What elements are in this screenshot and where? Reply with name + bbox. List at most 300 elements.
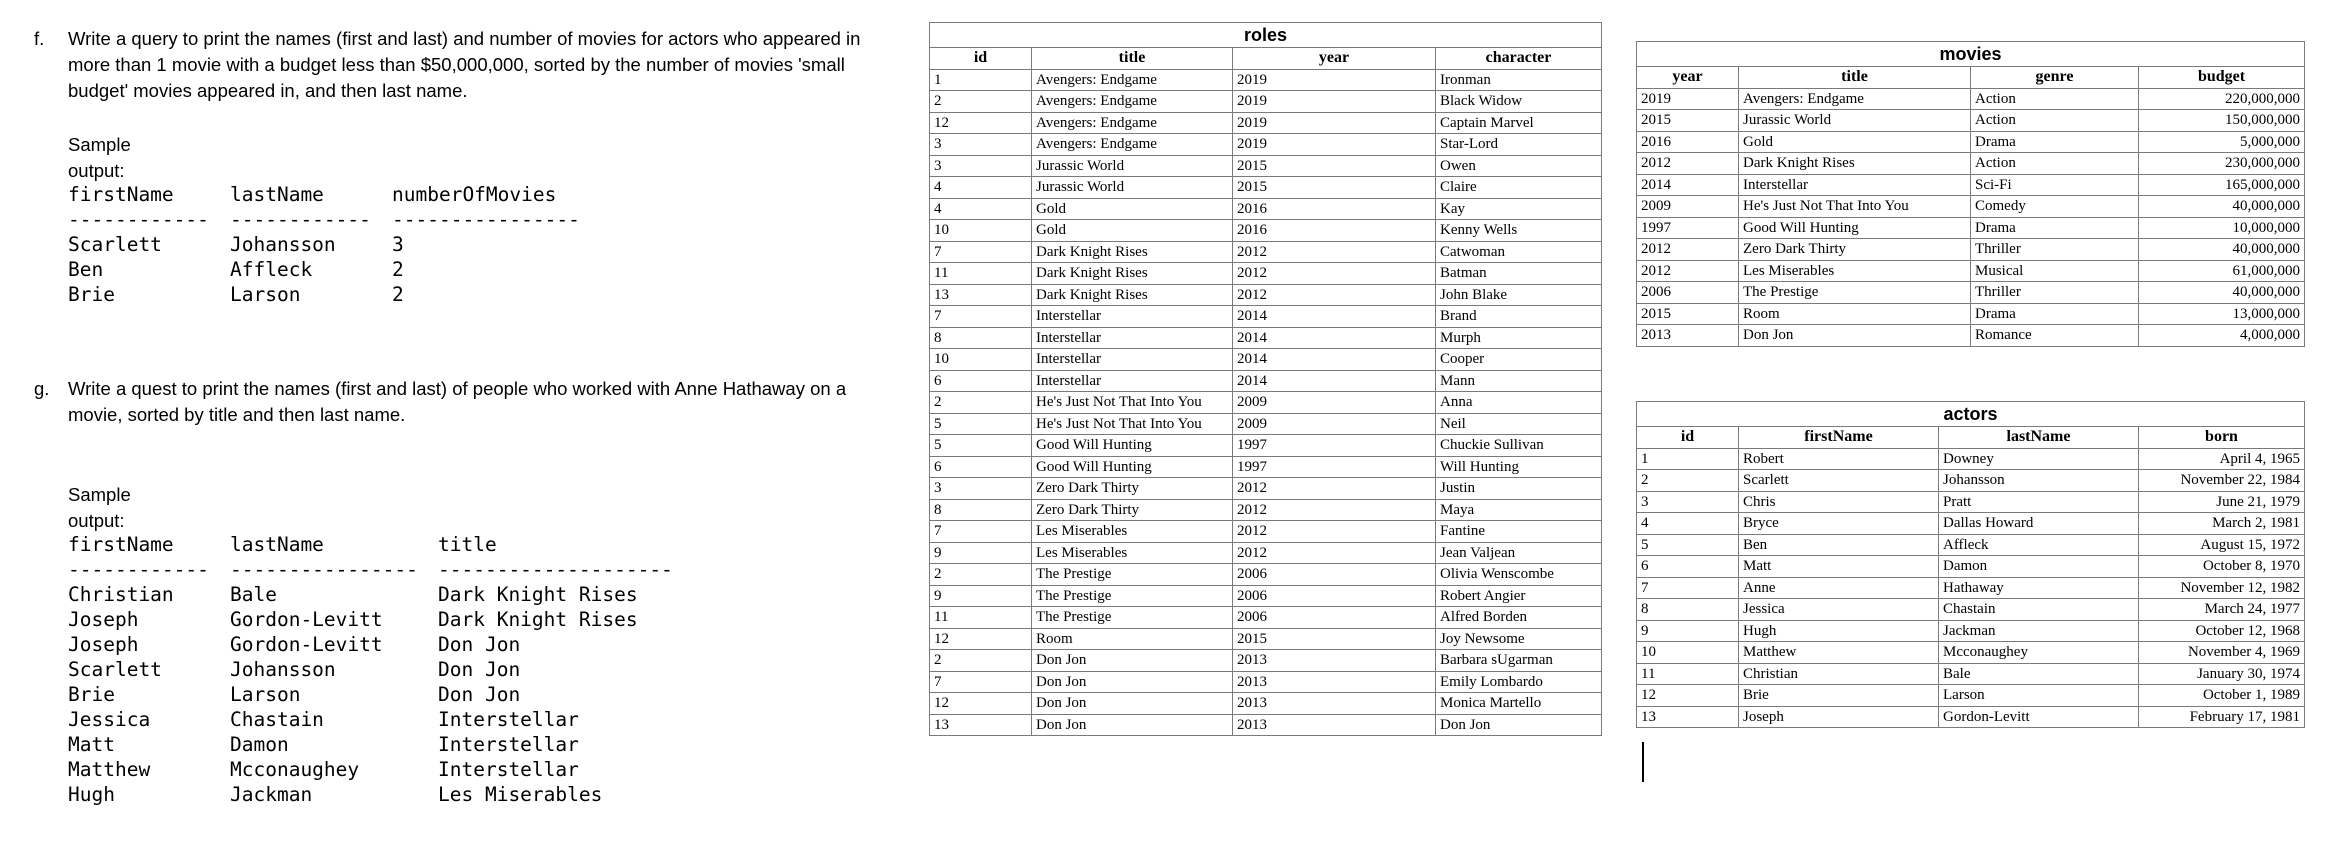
table-cell: Avengers: Endgame	[1739, 88, 1971, 110]
table-row	[1637, 534, 2305, 556]
table-cell: Mcconaughey	[1939, 642, 2139, 664]
table-cell: 2015	[1637, 303, 1739, 325]
table-cell: Avengers: Endgame	[1032, 91, 1233, 113]
table-cell: Anne	[1739, 577, 1939, 599]
table-cell: 2015	[1233, 628, 1436, 650]
sample-cell: Chastain	[230, 708, 324, 731]
table-cell: 2019	[1233, 112, 1436, 134]
table-row	[930, 327, 1602, 349]
table-row	[930, 413, 1602, 435]
sample-cell: Dark Knight Rises	[438, 608, 638, 631]
table-cell: Pratt	[1939, 491, 2139, 513]
table-cell: 1997	[1233, 435, 1436, 457]
sample-cell: Jessica	[68, 708, 151, 731]
table-cell: Scarlett	[1739, 470, 1939, 492]
sample-cell: Interstellar	[438, 758, 579, 781]
text-cursor	[1642, 742, 1644, 782]
table-cell: Mann	[1436, 370, 1602, 392]
table-row	[930, 177, 1602, 199]
table-cell: Ironman	[1436, 69, 1602, 91]
table-row	[1637, 577, 2305, 599]
table-cell: June 21, 1979	[2139, 491, 2305, 513]
sample-output-label: Sample output:	[68, 484, 131, 531]
table-cell: 2	[930, 91, 1032, 113]
table-row	[1637, 470, 2305, 492]
table-cell: 7	[1637, 577, 1739, 599]
sample-cell: Bale	[230, 583, 277, 606]
table-cell: Jurassic World	[1032, 177, 1233, 199]
sample-cell: title	[438, 533, 497, 556]
table-cell: Action	[1971, 110, 2139, 132]
table-cell: 1997	[1233, 456, 1436, 478]
table-row	[930, 370, 1602, 392]
table-row	[930, 671, 1602, 693]
actors-table	[1636, 401, 2305, 728]
table-cell: Anna	[1436, 392, 1602, 414]
table-cell: Don Jon	[1032, 671, 1233, 693]
table-cell: Room	[1032, 628, 1233, 650]
sample-cell: Hugh	[68, 783, 115, 806]
table-cell: Drama	[1971, 131, 2139, 153]
sample-cell: ------------	[230, 208, 371, 231]
table-cell: 4	[930, 177, 1032, 199]
sample-row	[68, 257, 592, 282]
table-cell: Chastain	[1939, 599, 2139, 621]
table-cell: Gordon-Levitt	[1939, 706, 2139, 728]
sample-cell: ------------	[68, 558, 209, 581]
table-cell: 2	[930, 392, 1032, 414]
table-cell: 2013	[1233, 650, 1436, 672]
table-cell: 6	[930, 456, 1032, 478]
table-cell: Jean Valjean	[1436, 542, 1602, 564]
table-cell: 2006	[1233, 607, 1436, 629]
table-cell: 8	[930, 327, 1032, 349]
table-cell: 12	[1637, 685, 1739, 707]
table-cell: 2009	[1233, 392, 1436, 414]
table-cell: 2012	[1637, 153, 1739, 175]
table-cell: Downey	[1939, 448, 2139, 470]
table-cell: Drama	[1971, 217, 2139, 239]
table-cell: He's Just Not That Into You	[1032, 413, 1233, 435]
table-cell: 13	[1637, 706, 1739, 728]
sample-row	[68, 657, 698, 682]
table-cell: 2006	[1233, 585, 1436, 607]
table-cell: October 1, 1989	[2139, 685, 2305, 707]
sample-cell: Mcconaughey	[230, 758, 360, 781]
table-row	[930, 306, 1602, 328]
table-cell: 2019	[1233, 134, 1436, 156]
table-cell: Olivia Wenscombe	[1436, 564, 1602, 586]
sample-cell: numberOfMovies	[392, 183, 557, 206]
sample-header-row	[68, 182, 592, 207]
table-row	[930, 263, 1602, 285]
table-row	[1637, 303, 2305, 325]
table-row	[930, 220, 1602, 242]
table-cell: Joseph	[1739, 706, 1939, 728]
table-cell: 150,000,000	[2139, 110, 2305, 132]
table-cell: 40,000,000	[2139, 282, 2305, 304]
sample-cell: Don Jon	[438, 658, 521, 681]
table-row	[930, 112, 1602, 134]
sample-cell: Matthew	[68, 758, 151, 781]
table-cell: Interstellar	[1032, 349, 1233, 371]
table-row	[1637, 620, 2305, 642]
sample-output-label: Sample output:	[68, 134, 131, 181]
sample-cell: firstName	[68, 183, 174, 206]
table-cell: 2012	[1233, 542, 1436, 564]
table-cell: 40,000,000	[2139, 196, 2305, 218]
sample-cell: --------------------	[438, 558, 673, 581]
table-cell: The Prestige	[1739, 282, 1971, 304]
column-header: born	[2139, 427, 2305, 449]
table-cell: Neil	[1436, 413, 1602, 435]
sample-cell: Brie	[68, 683, 115, 706]
sample-cell: Joseph	[68, 608, 139, 631]
table-row	[1637, 110, 2305, 132]
table-row	[1637, 260, 2305, 282]
table-row	[930, 650, 1602, 672]
table-cell: 2014	[1637, 174, 1739, 196]
sample-cell: Jackman	[230, 783, 313, 806]
sample-row	[68, 782, 698, 807]
table-cell: 4,000,000	[2139, 325, 2305, 347]
sample-cell: Johansson	[230, 233, 336, 256]
table-cell: Sci-Fi	[1971, 174, 2139, 196]
sample-cell: Scarlett	[68, 658, 162, 681]
table-cell: Claire	[1436, 177, 1602, 199]
table-cell: Avengers: Endgame	[1032, 112, 1233, 134]
table-cell: Emily Lombardo	[1436, 671, 1602, 693]
table-caption: actors	[1636, 401, 2305, 426]
sample-row	[68, 282, 592, 307]
table-cell: 7	[930, 521, 1032, 543]
table-cell: Good Will Hunting	[1739, 217, 1971, 239]
table-cell: Christian	[1739, 663, 1939, 685]
sample-cell: Ben	[68, 258, 104, 281]
table-cell: Barbara sUgarman	[1436, 650, 1602, 672]
question-text: Write a quest to print the names (first and last) of people who worked with Anne Hathaway on a movie, sorted by title and then last name.	[68, 378, 847, 425]
table-row	[1637, 663, 2305, 685]
sample-row	[68, 582, 698, 607]
table-cell: February 17, 1981	[2139, 706, 2305, 728]
table-cell: 2015	[1233, 155, 1436, 177]
table-cell: 61,000,000	[2139, 260, 2305, 282]
table-row	[930, 241, 1602, 263]
header-row	[1637, 67, 2305, 89]
table-cell: 3	[930, 134, 1032, 156]
table-cell: Gold	[1032, 220, 1233, 242]
table-cell: Owen	[1436, 155, 1602, 177]
table-cell: 2016	[1233, 198, 1436, 220]
table-cell: Fantine	[1436, 521, 1602, 543]
table-row	[930, 607, 1602, 629]
table-cell: Justin	[1436, 478, 1602, 500]
table-cell: 1	[930, 69, 1032, 91]
table-cell: 4	[1637, 513, 1739, 535]
table-cell: Kay	[1436, 198, 1602, 220]
table-cell: 2012	[1233, 263, 1436, 285]
table-cell: Kenny Wells	[1436, 220, 1602, 242]
sample-cell: Gordon-Levitt	[230, 608, 383, 631]
table-cell: 3	[930, 155, 1032, 177]
table-cell: 13	[930, 714, 1032, 736]
sample-cell: Scarlett	[68, 233, 162, 256]
table-row	[930, 628, 1602, 650]
sample-cell: lastName	[230, 533, 324, 556]
sample-cell: Dark Knight Rises	[438, 583, 638, 606]
table-cell: Maya	[1436, 499, 1602, 521]
table-row	[1637, 196, 2305, 218]
table-cell: 9	[1637, 620, 1739, 642]
table-row	[1637, 491, 2305, 513]
table-cell: 2014	[1233, 349, 1436, 371]
table-cell: Black Widow	[1436, 91, 1602, 113]
table-cell: Robert Angier	[1436, 585, 1602, 607]
table-cell: Affleck	[1939, 534, 2139, 556]
table-cell: 6	[930, 370, 1032, 392]
sample-row	[68, 607, 698, 632]
table-cell: March 24, 1977	[2139, 599, 2305, 621]
table-cell: 2012	[1233, 284, 1436, 306]
table-cell: 1	[1637, 448, 1739, 470]
table-cell: 2013	[1233, 693, 1436, 715]
sample-cell: Don Jon	[438, 683, 521, 706]
table-cell: Don Jon	[1032, 693, 1233, 715]
table-row	[1637, 642, 2305, 664]
table-cell: Jessica	[1739, 599, 1939, 621]
table-row	[1637, 706, 2305, 728]
table-cell: Matthew	[1739, 642, 1939, 664]
table-cell: 2	[930, 564, 1032, 586]
table-row	[930, 392, 1602, 414]
table-cell: 10	[1637, 642, 1739, 664]
table-cell: Batman	[1436, 263, 1602, 285]
table-cell: Don Jon	[1032, 650, 1233, 672]
table-cell: Good Will Hunting	[1032, 456, 1233, 478]
table-cell: 2	[930, 650, 1032, 672]
table-cell: 2013	[1233, 671, 1436, 693]
table-row	[930, 693, 1602, 715]
sample-cell: Affleck	[230, 258, 313, 281]
table-cell: August 15, 1972	[2139, 534, 2305, 556]
column-header: title	[1739, 67, 1971, 89]
table-cell: Chuckie Sullivan	[1436, 435, 1602, 457]
table-cell: 9	[930, 585, 1032, 607]
table-cell: Don Jon	[1032, 714, 1233, 736]
sample-cell: Interstellar	[438, 733, 579, 756]
table-cell: 12	[930, 112, 1032, 134]
table-cell: Jurassic World	[1032, 155, 1233, 177]
table-row	[930, 585, 1602, 607]
table-cell: Action	[1971, 153, 2139, 175]
sample-cell: 2	[392, 258, 404, 281]
table-cell: 230,000,000	[2139, 153, 2305, 175]
sample-cell: ----------------	[392, 208, 580, 231]
sample-cell: 3	[392, 233, 404, 256]
table-row	[930, 456, 1602, 478]
table-cell: Interstellar	[1032, 306, 1233, 328]
table-cell: 7	[930, 671, 1032, 693]
table-row	[930, 499, 1602, 521]
table-cell: 165,000,000	[2139, 174, 2305, 196]
table-row	[1637, 448, 2305, 470]
column-header: character	[1436, 48, 1602, 70]
table-cell: Catwoman	[1436, 241, 1602, 263]
table-cell: Comedy	[1971, 196, 2139, 218]
table-row	[930, 714, 1602, 736]
table-cell: 2012	[1637, 260, 1739, 282]
table-cell: Zero Dark Thirty	[1032, 499, 1233, 521]
table-row	[1637, 131, 2305, 153]
table-row	[930, 478, 1602, 500]
table-cell: Jurassic World	[1739, 110, 1971, 132]
table-row	[1637, 599, 2305, 621]
column-header: lastName	[1939, 427, 2139, 449]
table-cell: 2012	[1233, 478, 1436, 500]
table-cell: 6	[1637, 556, 1739, 578]
table-cell: Johansson	[1939, 470, 2139, 492]
sample-row	[68, 632, 698, 657]
table-cell: 10,000,000	[2139, 217, 2305, 239]
table-cell: Gold	[1739, 131, 1971, 153]
column-header: id	[1637, 427, 1739, 449]
table-row	[930, 349, 1602, 371]
table-cell: Thriller	[1971, 282, 2139, 304]
table-cell: October 12, 1968	[2139, 620, 2305, 642]
table-cell: 2015	[1233, 177, 1436, 199]
column-header: firstName	[1739, 427, 1939, 449]
table-cell: 2019	[1637, 88, 1739, 110]
table-cell: Alfred Borden	[1436, 607, 1602, 629]
table-cell: Captain Marvel	[1436, 112, 1602, 134]
table-cell: Cooper	[1436, 349, 1602, 371]
column-header: year	[1233, 48, 1436, 70]
table-cell: Bryce	[1739, 513, 1939, 535]
table-cell: 2016	[1637, 131, 1739, 153]
header-row	[1637, 427, 2305, 449]
table-cell: March 2, 1981	[2139, 513, 2305, 535]
sample-cell: Interstellar	[438, 708, 579, 731]
sample-cell: Larson	[230, 283, 301, 306]
table-cell: 9	[930, 542, 1032, 564]
table-row	[1637, 513, 2305, 535]
table-cell: 2009	[1637, 196, 1739, 218]
table-cell: 2006	[1637, 282, 1739, 304]
table-cell: Dark Knight Rises	[1032, 284, 1233, 306]
sample-row	[68, 732, 698, 757]
sample-header-row	[68, 532, 698, 557]
table-cell: Bale	[1939, 663, 2139, 685]
table-cell: Les Miserables	[1032, 521, 1233, 543]
table-cell: Dallas Howard	[1939, 513, 2139, 535]
column-header: year	[1637, 67, 1739, 89]
table-cell: Musical	[1971, 260, 2139, 282]
table-cell: Joy Newsome	[1436, 628, 1602, 650]
table-cell: The Prestige	[1032, 564, 1233, 586]
table-cell: 2019	[1233, 69, 1436, 91]
question-letter: g.	[34, 378, 50, 399]
table-cell: Avengers: Endgame	[1032, 134, 1233, 156]
table-row	[930, 564, 1602, 586]
table-row	[1637, 217, 2305, 239]
table-cell: 220,000,000	[2139, 88, 2305, 110]
table-cell: Don Jon	[1739, 325, 1971, 347]
table-cell: Room	[1739, 303, 1971, 325]
table-cell: Gold	[1032, 198, 1233, 220]
sample-cell: Matt	[68, 733, 115, 756]
table-cell: 5	[1637, 534, 1739, 556]
table-cell: 2006	[1233, 564, 1436, 586]
table-row	[1637, 88, 2305, 110]
table-cell: Larson	[1939, 685, 2139, 707]
sample-row	[68, 707, 698, 732]
column-header: id	[930, 48, 1032, 70]
table-cell: 13	[930, 284, 1032, 306]
table-cell: The Prestige	[1032, 585, 1233, 607]
table-cell: Action	[1971, 88, 2139, 110]
table-cell: Robert	[1739, 448, 1939, 470]
table-cell: 10	[930, 220, 1032, 242]
sample-dash-row	[68, 207, 592, 232]
table-row	[1637, 325, 2305, 347]
table-cell: November 22, 1984	[2139, 470, 2305, 492]
sample-cell: firstName	[68, 533, 174, 556]
sample-cell: Larson	[230, 683, 301, 706]
table-cell: Brand	[1436, 306, 1602, 328]
table-row	[1637, 239, 2305, 261]
table-row	[1637, 282, 2305, 304]
table-cell: 3	[930, 478, 1032, 500]
table-cell: Hathaway	[1939, 577, 2139, 599]
table-cell: 40,000,000	[2139, 239, 2305, 261]
table-cell: Romance	[1971, 325, 2139, 347]
table-cell: 12	[930, 628, 1032, 650]
table-cell: 3	[1637, 491, 1739, 513]
table-cell: 2013	[1233, 714, 1436, 736]
table-cell: Dark Knight Rises	[1032, 263, 1233, 285]
table-cell: 5	[930, 435, 1032, 457]
table-cell: 2012	[1233, 499, 1436, 521]
table-cell: Murph	[1436, 327, 1602, 349]
table-row	[1637, 153, 2305, 175]
table-cell: November 12, 1982	[2139, 577, 2305, 599]
sample-cell: ------------	[68, 208, 209, 231]
table-row	[930, 284, 1602, 306]
table-cell: 5	[930, 413, 1032, 435]
table-cell: 2009	[1233, 413, 1436, 435]
table-cell: Chris	[1739, 491, 1939, 513]
table-cell: November 4, 1969	[2139, 642, 2305, 664]
table-cell: Matt	[1739, 556, 1939, 578]
column-header: genre	[1971, 67, 2139, 89]
table-cell: Good Will Hunting	[1032, 435, 1233, 457]
table-cell: 10	[930, 349, 1032, 371]
sample-cell: Don Jon	[438, 633, 521, 656]
table-cell: Les Miserables	[1739, 260, 1971, 282]
table-caption: movies	[1636, 41, 2305, 66]
table-cell: Dark Knight Rises	[1032, 241, 1233, 263]
table-cell: 2012	[1233, 521, 1436, 543]
table-cell: 1997	[1637, 217, 1739, 239]
table-cell: Jackman	[1939, 620, 2139, 642]
table-cell: 11	[930, 263, 1032, 285]
table-cell: 2014	[1233, 306, 1436, 328]
table-cell: 2014	[1233, 370, 1436, 392]
table-cell: 12	[930, 693, 1032, 715]
table-row	[930, 198, 1602, 220]
question-letter: f.	[34, 28, 45, 49]
table-cell: 2015	[1637, 110, 1739, 132]
